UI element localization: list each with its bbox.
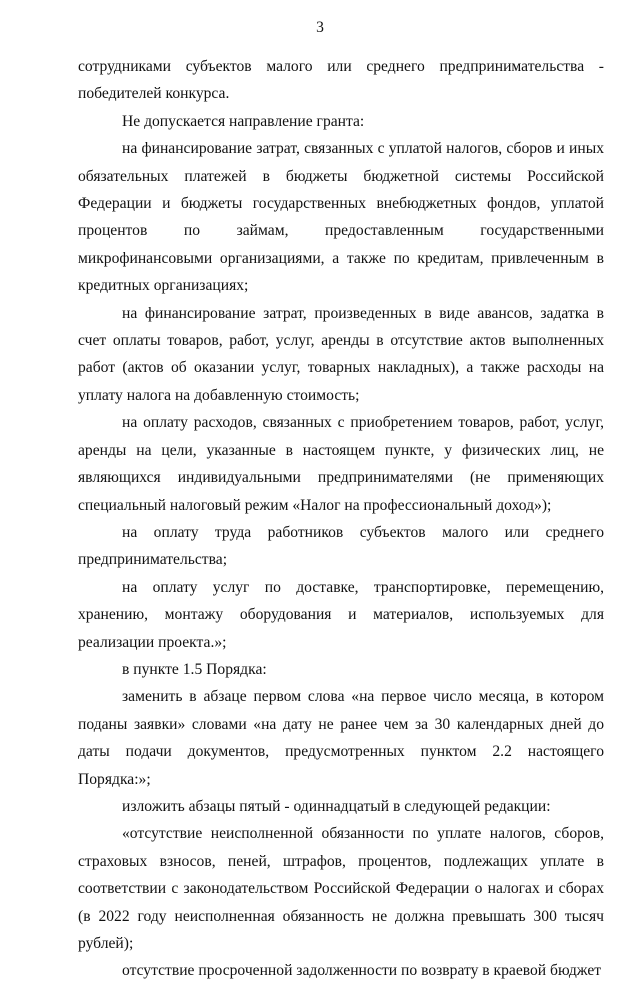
paragraph-11: «отсутствие неисполненной обязанности по уплате налогов, сборов, страховых взносов, пеней, штрафов, процентов, подлежащих уплате в соответствии с законодательством Российской Федерации о налогах и сборах (в 2022 году неисполненная обязанность не должна превышать 300 тысяч рублей);: [78, 825, 604, 952]
paragraph-12: отсутствие просроченной задолженности по возврату в краевой бюджет: [122, 962, 602, 980]
paragraph-9: заменить в абзаце первом слова «на первое число месяца, в котором поданы заявки» словами «на дату не ранее чем за 30 календарных дней до даты подачи документов, предусмотренных пунктом 2.2 настоящего Порядка:»;: [78, 688, 604, 788]
paragraph-7: на оплату услуг по доставке, транспортировке, перемещению, хранению, монтажу оборудования и материалов, используемых для реализации проекта.»;: [78, 578, 604, 651]
page-number: 3: [316, 19, 324, 36]
paragraph-8: в пункте 1.5 Порядка:: [122, 660, 267, 678]
paragraph-10: изложить абзацы пятый - одиннадцатый в следующей редакции:: [122, 797, 551, 815]
paragraph-1: сотрудниками субъектов малого или среднего предпринимательства - победителей конкурса.: [78, 58, 604, 103]
paragraph-6: на оплату труда работников субъектов малого или среднего предпринимательства;: [78, 523, 604, 569]
document-body: [78, 53, 604, 985]
paragraph-3: на финансирование затрат, связанных с уплатой налогов, сборов и иных обязательных платежей в бюджеты бюджетной системы Российской Федерации и бюджеты государственных внебюджетных фондов, уплатой процентов по займам, предоставленным государственными микрофинансовыми организациями, а также по кредитам, привлеченным в кредитных организациях;: [78, 140, 604, 295]
paragraph-5: на оплату расходов, связанных с приобретением товаров, работ, услуг, аренды на цели, указанные в настоящем пункте, у физических лиц, не являющихся индивидуальными предпринимателями (не применяющих специальный налоговый режим «Налог на профессиональный доход»);: [78, 414, 604, 514]
paragraph-2: Не допускается направление гранта:: [122, 112, 365, 130]
paragraph-4: на финансирование затрат, произведенных в виде авансов, задатка в счет оплаты товаров, работ, услуг, аренды в отсутствие актов выполненных работ (актов об оказании услуг, товарных накладных), а также расходы на уплату налога на добавленную стоимость;: [78, 304, 604, 404]
